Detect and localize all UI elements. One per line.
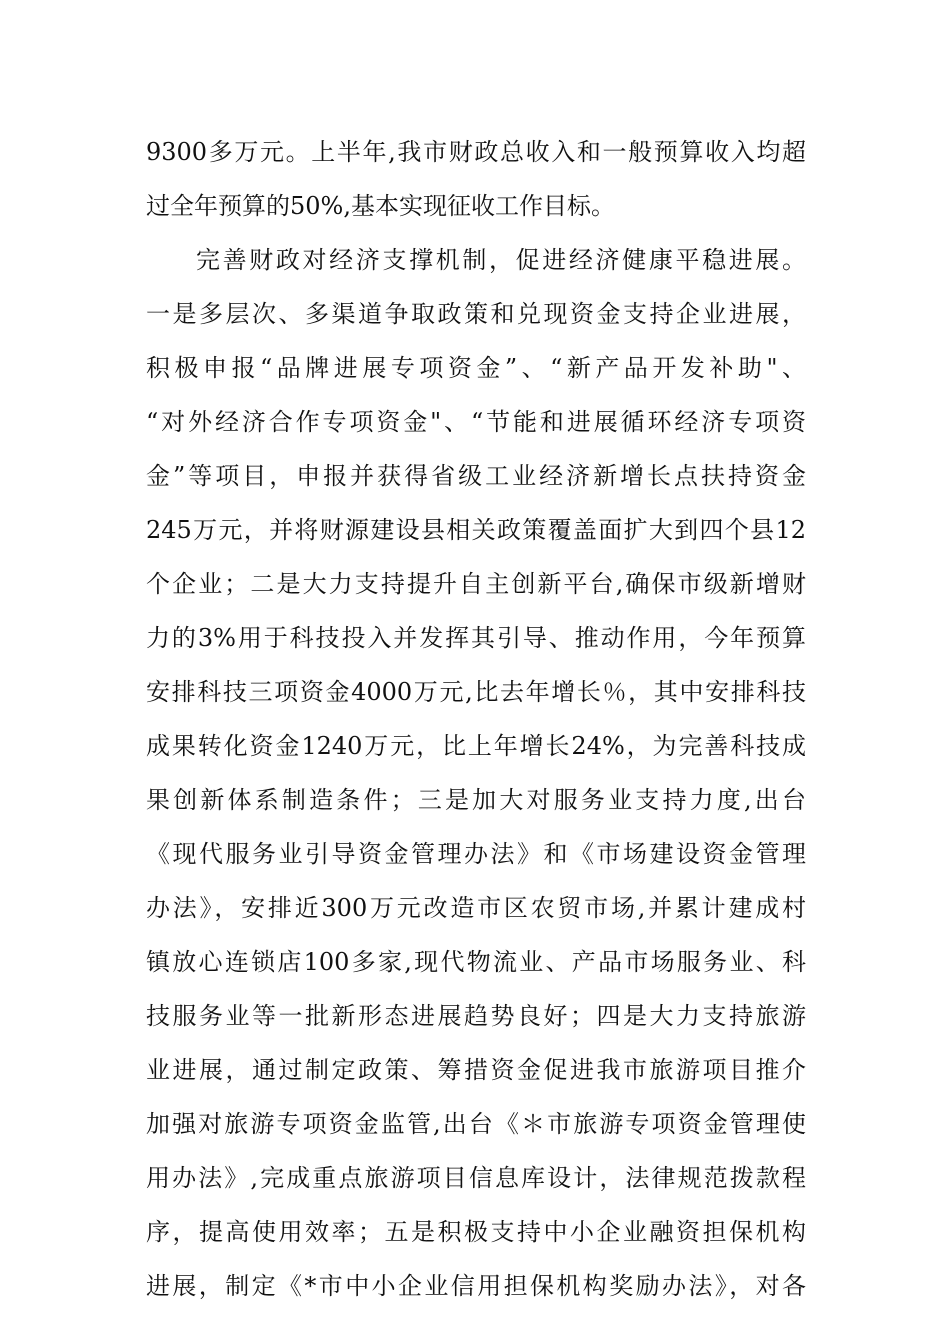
text-line: 过全年预算的50%,基本实现征收工作目标。 [146, 192, 615, 220]
text-line: 加强对旅游专项资金监管,出台《＊市旅游专项资金管理使 [146, 1110, 806, 1138]
text-line: 序，提高使用效率；五是积极支持中小企业融资担保机构 [146, 1218, 806, 1246]
text-line: 果创新体系制造条件；三是加大对服务业支持力度,出台 [146, 786, 806, 814]
text-line: 完善财政对经济支撑机制，促进经济健康平稳进展。 [196, 246, 806, 274]
text-line: 进展，制定《*市中小企业信用担保机构奖励办法》，对各 [146, 1272, 806, 1300]
text-line: 个企业；二是大力支持提升自主创新平台,确保市级新增财 [146, 570, 806, 598]
text-line: 技服务业等一批新形态进展趋势良好；四是大力支持旅游 [146, 1002, 806, 1030]
text-line: 办法》，安排近300万元改造市区农贸市场,并累计建成村 [146, 894, 806, 922]
document-page [146, 125, 806, 1313]
text-line: 成果转化资金1240万元，比上年增长24%，为完善科技成 [146, 732, 806, 760]
text-line: 用办法》,完成重点旅游项目信息库设计，法律规范拨款程 [146, 1164, 806, 1192]
text-line: 《现代服务业引导资金管理办法》和《市场建设资金管理 [146, 840, 806, 868]
text-line: 一是多层次、多渠道争取政策和兑现资金支持企业进展， [146, 300, 806, 328]
text-line: 业进展，通过制定政策、筹措资金促进我市旅游项目推介 [146, 1056, 806, 1084]
text-line: 积极申报“品牌进展专项资金”、“新产品开发补助"、 [146, 354, 806, 382]
text-line: “对外经济合作专项资金"、“节能和进展循环经济专项资 [146, 408, 806, 436]
text-line: 镇放心连锁店100多家,现代物流业、产品市场服务业、科 [146, 948, 806, 976]
text-line: 金”等项目，申报并获得省级工业经济新增长点扶持资金 [146, 462, 806, 490]
text-line: 力的3%用于科技投入并发挥其引导、推动作用，今年预算 [146, 624, 806, 652]
text-line: 9300多万元。上半年,我市财政总收入和一般预算收入均超 [146, 138, 806, 166]
text-line: 安排科技三项资金4000万元,比去年增长％，其中安排科技 [146, 678, 806, 706]
text-line: 245万元，并将财源建设县相关政策覆盖面扩大到四个县12 [146, 516, 806, 544]
